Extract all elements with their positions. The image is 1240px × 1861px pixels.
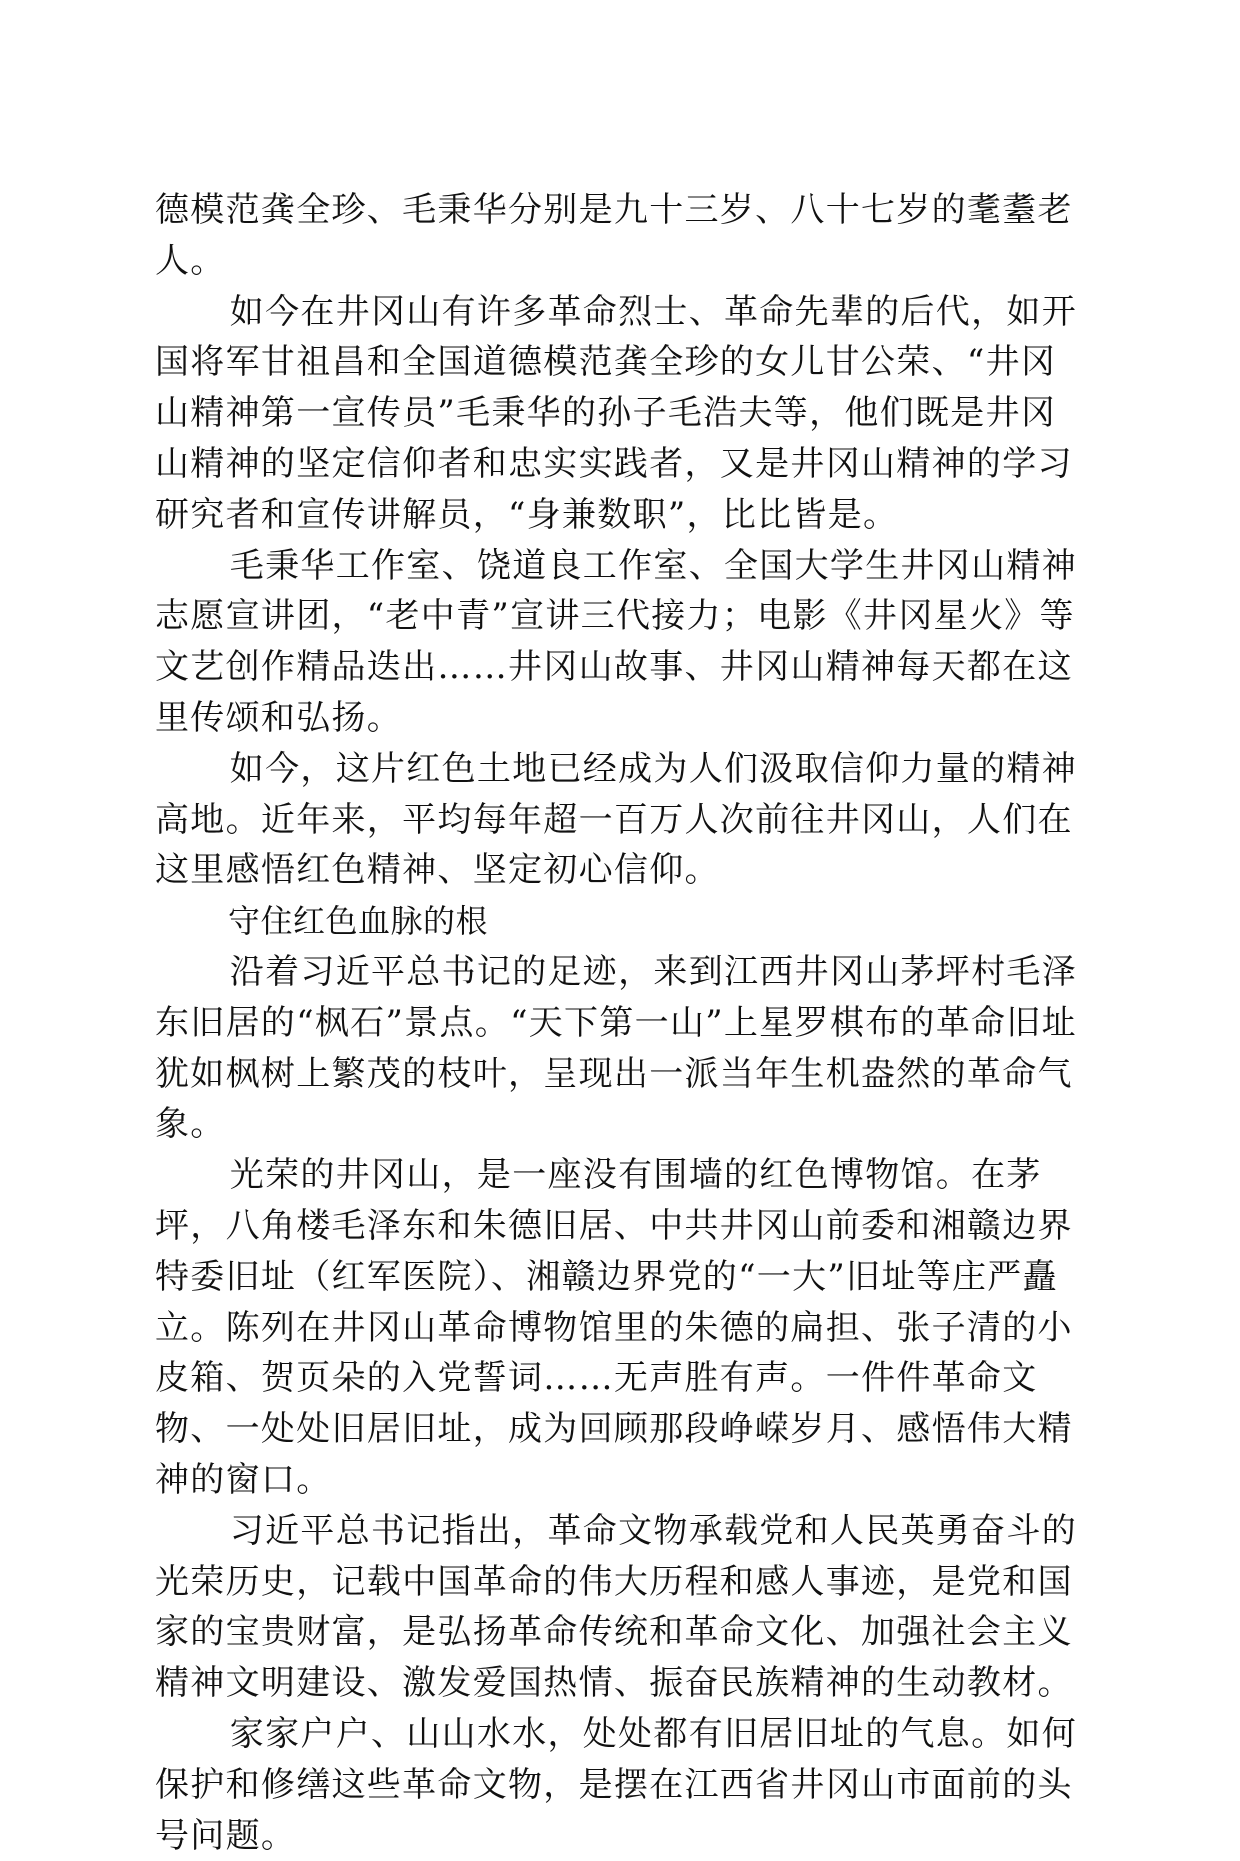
section-heading: 守住红色血脉的根 bbox=[228, 902, 489, 941]
document-body bbox=[155, 185, 1085, 1861]
section-paragraph-3: 习近平总书记指出，革命文物承载党和人民英勇奋斗的光荣历史，记载中国革命的伟大历程和感人事迹，是党和国家的宝贵财富，是弘扬革命传统和革命文化、加强社会主义精神文明建设、激发爱国热情、振奋民族精神的生动教材。 bbox=[155, 1510, 1077, 1704]
section-paragraph-4: 家家户户、山山水水，处处都有旧居旧址的气息。如何保护和修缮这些革命文物，是摆在江西省井冈山市面前的头号问题。 bbox=[155, 1713, 1077, 1856]
paragraph-1: 德模范龚全珍、毛秉华分别是九十三岁、八十七岁的耄耋老人。 bbox=[155, 190, 1073, 281]
section-paragraph-1: 沿着习近平总书记的足迹，来到江西井冈山茅坪村毛泽东旧居的“枫石”景点。“天下第一山”上星罗棋布的革命旧址犹如枫树上繁茂的枝叶，呈现出一派当年生机盎然的革命气象。 bbox=[155, 951, 1077, 1145]
paragraph-3: 毛秉华工作室、饶道良工作室、全国大学生井冈山精神志愿宣讲团，“老中青”宣讲三代接力；电影《井冈星火》等文艺创作精品迭出……井冈山故事、井冈山精神每天都在这里传颂和弘扬。 bbox=[155, 545, 1077, 738]
section-paragraph-2: 光荣的井冈山，是一座没有围墙的红色博物馆。在茅坪，八角楼毛泽东和朱德旧居、中共井冈山前委和湘赣边界特委旧址（红军医院）、湘赣边界党的“一大”旧址等庄严矗立。陈列在井冈山革命博物馆里的朱德的扁担、张子清的小皮箱、贺页朵的入党誓词……无声胜有声。一件件革命文物、一处处旧居旧址，成为回顾那段峥嵘岁月、感悟伟大精神的窗口。 bbox=[155, 1155, 1073, 1500]
paragraph-2: 如今在井冈山有许多革命烈士、革命先辈的后代，如开国将军甘祖昌和全国道德模范龚全珍的女儿甘公荣、“井冈山精神第一宣传员”毛秉华的孙子毛浩夫等，他们既是井冈山精神的坚定信仰者和忠实实践者，又是井冈山精神的学习研究者和宣传讲解员，“身兼数职”，比比皆是。 bbox=[155, 291, 1077, 535]
paragraph-4: 如今，这片红色土地已经成为人们汲取信仰力量的精神高地。近年来，平均每年超一百万人次前往井冈山，人们在这里感悟红色精神、坚定初心信仰。 bbox=[155, 748, 1077, 891]
